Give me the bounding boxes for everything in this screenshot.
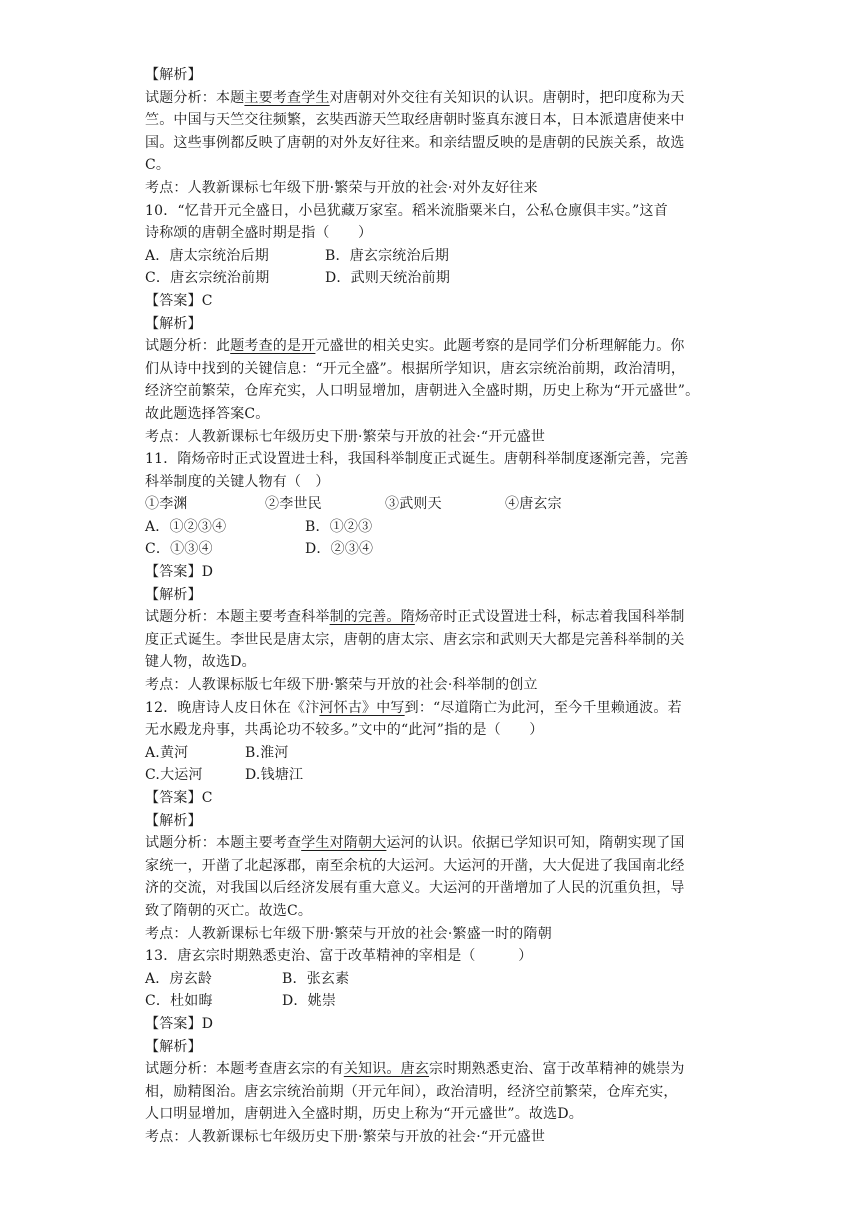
- underlined-text: 制的完善。隋: [329, 609, 415, 626]
- text-line: 们从诗中找到的关键信息：“开元全盛”。根据所学知识，唐玄宗统治前期，政治清明，: [145, 360, 686, 377]
- text-line: 11．隋炀帝时正式设置进士科，我国科举制度正式诞生。唐朝科举制度逐渐完善，完善: [145, 451, 689, 468]
- text-segment: 试题分析：本题考查唐玄宗的有: [145, 1061, 344, 1078]
- answer-options-row: [145, 538, 720, 561]
- text-line: 10．“忆昔开元全盛日，小邑犹藏万家室。稻米流脂粟米白，公私仓廪俱丰实。”这首: [145, 202, 668, 219]
- answer-option: ②李世民: [265, 496, 322, 513]
- text-line: 【解析】: [145, 812, 202, 829]
- text-line: [145, 335, 720, 358]
- text-line: 考点：人教新课标七年级下册·繁荣与开放的社会·繁盛一时的隋朝: [145, 925, 552, 942]
- text-line: 度正式诞生。李世民是唐太宗，唐朝的唐太宗、唐玄宗和武则天大都是完善科举制的关: [145, 631, 685, 648]
- text-line: 人口明显增加，唐朝进入全盛时期，历史上称为“开元盛世”。故选D。: [145, 1106, 583, 1123]
- underlined-text: 关知识。唐玄: [343, 1061, 430, 1078]
- text-line: 考点：人教新课标七年级历史下册·繁荣与开放的社会·“开元盛世: [145, 428, 546, 445]
- text-line: 考点：人教新课标七年级下册·繁荣与开放的社会·对外友好往来: [145, 179, 538, 196]
- underlined-text: 学生对隋朝大: [301, 835, 387, 852]
- text-segment: 试题分析：此: [145, 338, 231, 355]
- text-segment: 炀帝时正式设置进士科，标志着我国科举制: [414, 609, 685, 626]
- text-line: 【答案】C: [145, 292, 213, 309]
- text-line: 13．唐玄宗时期熟悉吏治、富于改革精神的宰相是（ ）: [145, 948, 533, 965]
- text-segment: 试题分析：本题主要考查: [145, 835, 302, 852]
- text-line: 相，励精图治。唐玄宗统治前期（开元年间），政治清明，经济空前繁荣，仓库充实，: [145, 1083, 678, 1100]
- answer-options-row: [145, 742, 720, 765]
- text-line: 【答案】C: [145, 790, 213, 806]
- answer-option: D.钱塘江: [245, 767, 304, 784]
- answer-option: C．①③④: [145, 541, 213, 558]
- text-line: 【解析】: [145, 586, 202, 603]
- answer-option: A．房玄龄: [145, 970, 213, 987]
- answer-options-row: [145, 968, 720, 991]
- answer-options-row: [145, 267, 720, 290]
- answer-option: ④唐玄宗: [505, 496, 562, 513]
- answer-option: A．唐太宗统治后期: [145, 247, 269, 264]
- answer-option: B．张玄素: [282, 970, 350, 987]
- text-segment: 到：“尽道隋亡为此河，至今千里赖通波。若: [404, 699, 682, 716]
- answer-option: B.淮河: [245, 744, 289, 761]
- text-line: 【答案】D: [145, 564, 214, 581]
- answer-option: ③武则天: [385, 496, 442, 513]
- answer-options-row: [145, 245, 720, 268]
- answer-option: B．唐玄宗统治后期: [325, 247, 450, 264]
- answer-option: A.黄河: [145, 744, 189, 761]
- text-line: [145, 1058, 720, 1081]
- text-line: 【解析】: [145, 67, 202, 83]
- answer-options-row: [145, 764, 720, 787]
- text-line: 家统一，开凿了北起涿郡，南至余杭的大运河。大运河的开凿，大大促进了我国南北经: [145, 857, 685, 874]
- underlined-text: 题考查的是开: [230, 338, 316, 355]
- text-line: 【解析】: [145, 1038, 202, 1055]
- text-line: 故此题选择答案C。: [145, 405, 270, 422]
- answer-option: D．姚崇: [282, 993, 337, 1010]
- text-line: 致了隋朝的灭亡。故选C。: [145, 902, 313, 919]
- answer-option: A．①②③④: [145, 518, 227, 535]
- text-line: [145, 832, 720, 855]
- answer-option: ①李渊: [145, 496, 188, 513]
- answer-option: D．②③④: [305, 541, 374, 558]
- answer-options-row: [145, 493, 720, 516]
- text-segment: 试题分析：本题: [145, 89, 245, 106]
- text-line: 【答案】D: [145, 1015, 214, 1032]
- text-line: 考点：人教课标版七年级下册·繁荣与开放的社会·科举制的创立: [145, 677, 538, 694]
- text-line: 国。这些事例都反映了唐朝的对外友好往来。和亲结盟反映的是唐朝的民族关系，故选: [145, 134, 685, 151]
- text-segment: 宗时期熟悉吏治、富于改革精神的姚崇为: [429, 1061, 685, 1078]
- text-segment: 元盛世的相关史实。此题考察的是同学们分析理解能力。你: [315, 338, 685, 355]
- text-line: 诗称颂的唐朝全盛时期是指（ ）: [145, 225, 373, 242]
- text-line: 【解析】: [145, 315, 202, 332]
- text-line: 竺。中国与天竺交往频繁，玄奘西游天竺取经唐朝时鉴真东渡日本，日本派遣唐使来中: [145, 112, 685, 129]
- text-segment: 运河的认识。依据已学知识可知，隋朝实现了国: [386, 835, 685, 852]
- answer-option: D．武则天统治前期: [325, 270, 451, 287]
- answer-option: B．①②③: [305, 518, 373, 535]
- answer-option: C．唐玄宗统治前期: [145, 270, 270, 287]
- text-line: 键人物，故选D。: [145, 654, 256, 671]
- underlined-text: 河怀古》中写: [319, 699, 405, 716]
- text-segment: 对唐朝对外交往有关知识的认识。唐朝时，把印度称为天: [329, 89, 685, 106]
- question-explanation-text: [145, 64, 720, 1149]
- text-line: [145, 87, 720, 110]
- answer-options-row: [145, 516, 720, 539]
- text-line: 无水殿龙舟事，共禹论功不较多。”文中的“此河”指的是（ ）: [145, 722, 544, 739]
- text-line: 科举制度的关键人物有（ ）: [145, 473, 330, 490]
- text-segment: 12．晚唐诗人皮日休在《汴: [145, 699, 320, 716]
- text-line: C。: [145, 157, 171, 174]
- text-segment: 试题分析：本题主要考查科举: [145, 609, 330, 626]
- answer-option: C．杜如晦: [145, 993, 213, 1010]
- text-line: 经济空前繁荣，仓库充实，人口明显增加，唐朝进入全盛时期，历史上称为“开元盛世”。: [145, 383, 700, 400]
- text-line: 考点：人教新课标七年级历史下册·繁荣与开放的社会·“开元盛世: [145, 1128, 546, 1145]
- answer-options-row: [145, 990, 720, 1013]
- underlined-text: 主要考查学生: [244, 89, 330, 106]
- answer-option: C.大运河: [145, 767, 203, 784]
- text-line: 济的交流，对我国以后经济发展有重大意义。大运河的开凿增加了人民的沉重负担，导: [145, 880, 685, 897]
- text-line: [145, 606, 720, 629]
- text-line: [145, 697, 720, 720]
